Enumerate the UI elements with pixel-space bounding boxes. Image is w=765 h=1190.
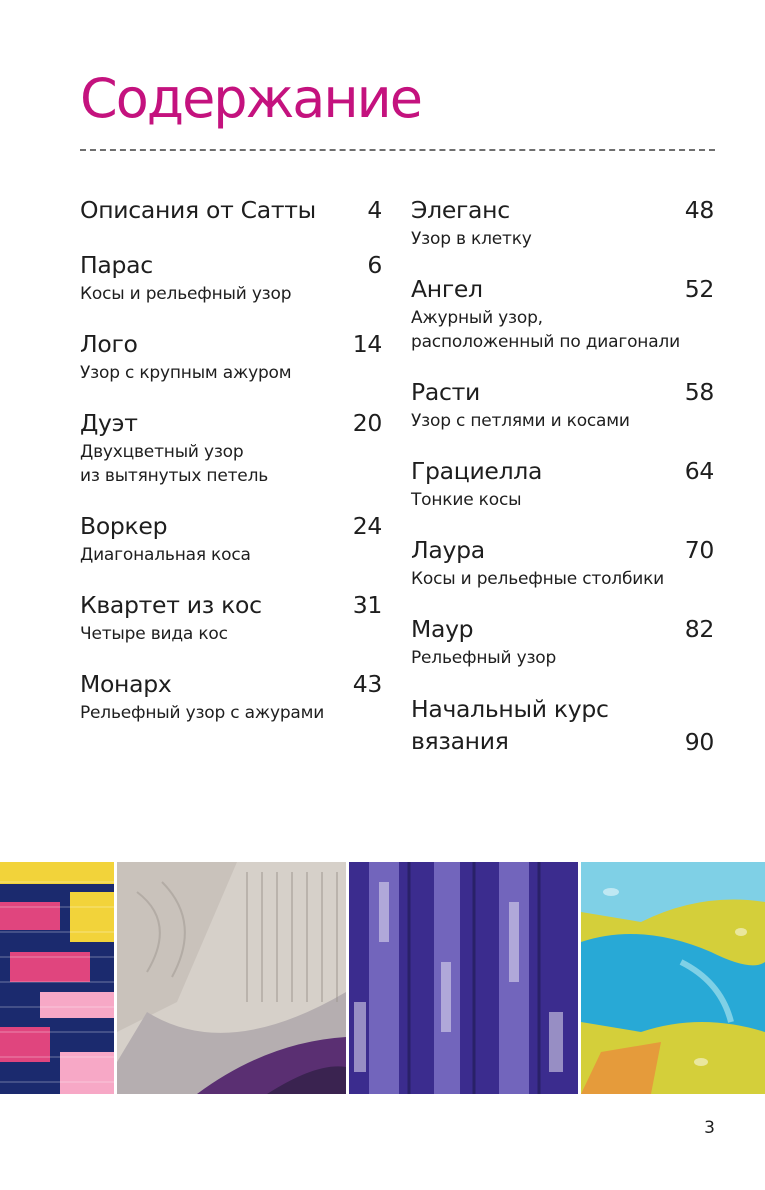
toc-entry[interactable] (80, 195, 382, 225)
toc-column-right (411, 195, 714, 780)
toc-entry-title-line: Дуэт (80, 409, 138, 437)
toc-entry-subtitle-line: Узор с крупным ажуром (80, 363, 292, 383)
toc-entry-row (411, 535, 714, 565)
toc-entry-subtitle (80, 701, 382, 725)
toc-entry-subtitle-line: Четыре вида кос (80, 624, 228, 644)
toc-entry[interactable] (411, 614, 714, 670)
toc-entry-title (80, 511, 167, 541)
toc-entry-row (80, 590, 382, 620)
toc-entry[interactable] (411, 274, 714, 354)
toc-entry-title-line: Ангел (411, 275, 483, 303)
toc-entry-title-line: Парас (80, 251, 153, 279)
toc-entry-subtitle (80, 361, 382, 385)
toc-entry-page: 52 (684, 275, 714, 303)
toc-entry-row (80, 511, 382, 541)
toc-entry[interactable] (80, 329, 382, 385)
toc-entry-subtitle-line: Узор с петлями и косами (411, 411, 630, 431)
toc-entry-title-line: Начальный курс (411, 695, 609, 723)
toc-column-left (80, 195, 382, 748)
toc-entry-page: 6 (367, 251, 382, 279)
toc-entry-page: 90 (684, 728, 714, 756)
toc-entry-page: 82 (684, 615, 714, 643)
toc-entry-title-line: вязания (411, 727, 509, 755)
toc-entry-title (411, 614, 473, 644)
toc-entry-subtitle (411, 567, 714, 591)
toc-entry-title-line: Лаура (411, 536, 485, 564)
toc-entry[interactable] (80, 511, 382, 567)
toc-entry-page: 4 (367, 196, 382, 224)
toc-entry-subtitle-line: Узор в клетку (411, 229, 532, 249)
toc-entry[interactable] (411, 693, 714, 757)
toc-entry-title-line: Квартет из кос (80, 591, 262, 619)
toc-entry-title (411, 377, 480, 407)
toc-entry-title (411, 693, 609, 757)
knitting-photo-strip (0, 862, 765, 1094)
toc-entry-row (411, 456, 714, 486)
toc-entry-subtitle (80, 440, 382, 488)
toc-entry-title-line: Грациелла (411, 457, 543, 485)
toc-entry-title (411, 195, 510, 225)
toc-entry-page: 31 (352, 591, 382, 619)
toc-entry-row (411, 195, 714, 225)
toc-entry-subtitle (80, 282, 382, 306)
toc-entry-subtitle-line: Рельефный узор с ажурами (80, 703, 325, 723)
toc-entry-page: 48 (684, 196, 714, 224)
toc-entry-subtitle (411, 227, 714, 251)
toc-entry-subtitle (411, 409, 714, 433)
toc-entry-title-line: Монарх (80, 670, 172, 698)
toc-entry-title (80, 195, 316, 225)
toc-entry-row (80, 408, 382, 438)
toc-entry-title-line: Расти (411, 378, 480, 406)
toc-entry[interactable] (411, 535, 714, 591)
toc-entry-title (411, 274, 483, 304)
toc-entry-subtitle (411, 488, 714, 512)
toc-entry-page: 70 (684, 536, 714, 564)
toc-entry-title (80, 329, 138, 359)
toc-entry-title-line: Маур (411, 615, 474, 643)
variegated-cable-knit-photo (349, 862, 578, 1094)
toc-entry[interactable] (411, 456, 714, 512)
toc-entry-title (411, 535, 485, 565)
lace-knit-photo (581, 862, 765, 1094)
toc-entry-subtitle-line: Косы и рельефный узор (80, 284, 292, 304)
toc-entry-subtitle (80, 622, 382, 646)
colorwork-knit-photo (0, 862, 114, 1094)
toc-entry[interactable] (411, 377, 714, 433)
toc-entry-subtitle-line: расположенный по диагонали (411, 332, 680, 352)
toc-entry-page: 64 (684, 457, 714, 485)
toc-entry-row (411, 693, 714, 757)
toc-entry[interactable] (80, 408, 382, 488)
toc-entry-subtitle-line: Рельефный узор (411, 648, 557, 668)
page-title: Содержание (80, 67, 421, 130)
dashed-divider (80, 149, 715, 151)
toc-entry-subtitle-line: Ажурный узор, (411, 308, 543, 328)
toc-entry-row (80, 250, 382, 280)
toc-entry-subtitle (80, 543, 382, 567)
toc-entry-subtitle (411, 306, 714, 354)
toc-entry-row (411, 274, 714, 304)
toc-entry-row (411, 614, 714, 644)
toc-entry-row (411, 377, 714, 407)
toc-entry-title-line: Воркер (80, 512, 168, 540)
toc-entry-title-line: Лого (80, 330, 138, 358)
toc-entry-page: 14 (352, 330, 382, 358)
toc-entry-subtitle (411, 646, 714, 670)
toc-entry-subtitle-line: Тонкие косы (411, 490, 522, 510)
toc-entry-title-line: Описания от Сатты (80, 196, 316, 224)
cable-knit-photo (117, 862, 346, 1094)
toc-entry-page: 43 (352, 670, 382, 698)
toc-entry-title (80, 590, 262, 620)
toc-entry-row (80, 195, 382, 225)
toc-entry[interactable] (411, 195, 714, 251)
toc-entry-title (411, 456, 542, 486)
toc-entry-title-line: Элеганс (411, 196, 510, 224)
toc-entry-page: 58 (684, 378, 714, 406)
toc-entry-title (80, 408, 138, 438)
toc-entry[interactable] (80, 669, 382, 725)
toc-entry-page: 20 (352, 409, 382, 437)
toc-entry-title (80, 669, 171, 699)
toc-entry-subtitle-line: Двухцветный узор (80, 442, 244, 462)
page-number: 3 (704, 1118, 715, 1138)
toc-entry-row (80, 669, 382, 699)
toc-entry-row (80, 329, 382, 359)
toc-entry[interactable] (80, 590, 382, 646)
toc-entry-subtitle-line: Диагональная коса (80, 545, 251, 565)
toc-entry-subtitle-line: Косы и рельефные столбики (411, 569, 664, 589)
toc-entry-page: 24 (352, 512, 382, 540)
toc-entry-title (80, 250, 153, 280)
toc-entry[interactable] (80, 250, 382, 306)
toc-entry-subtitle-line: из вытянутых петель (80, 466, 269, 486)
